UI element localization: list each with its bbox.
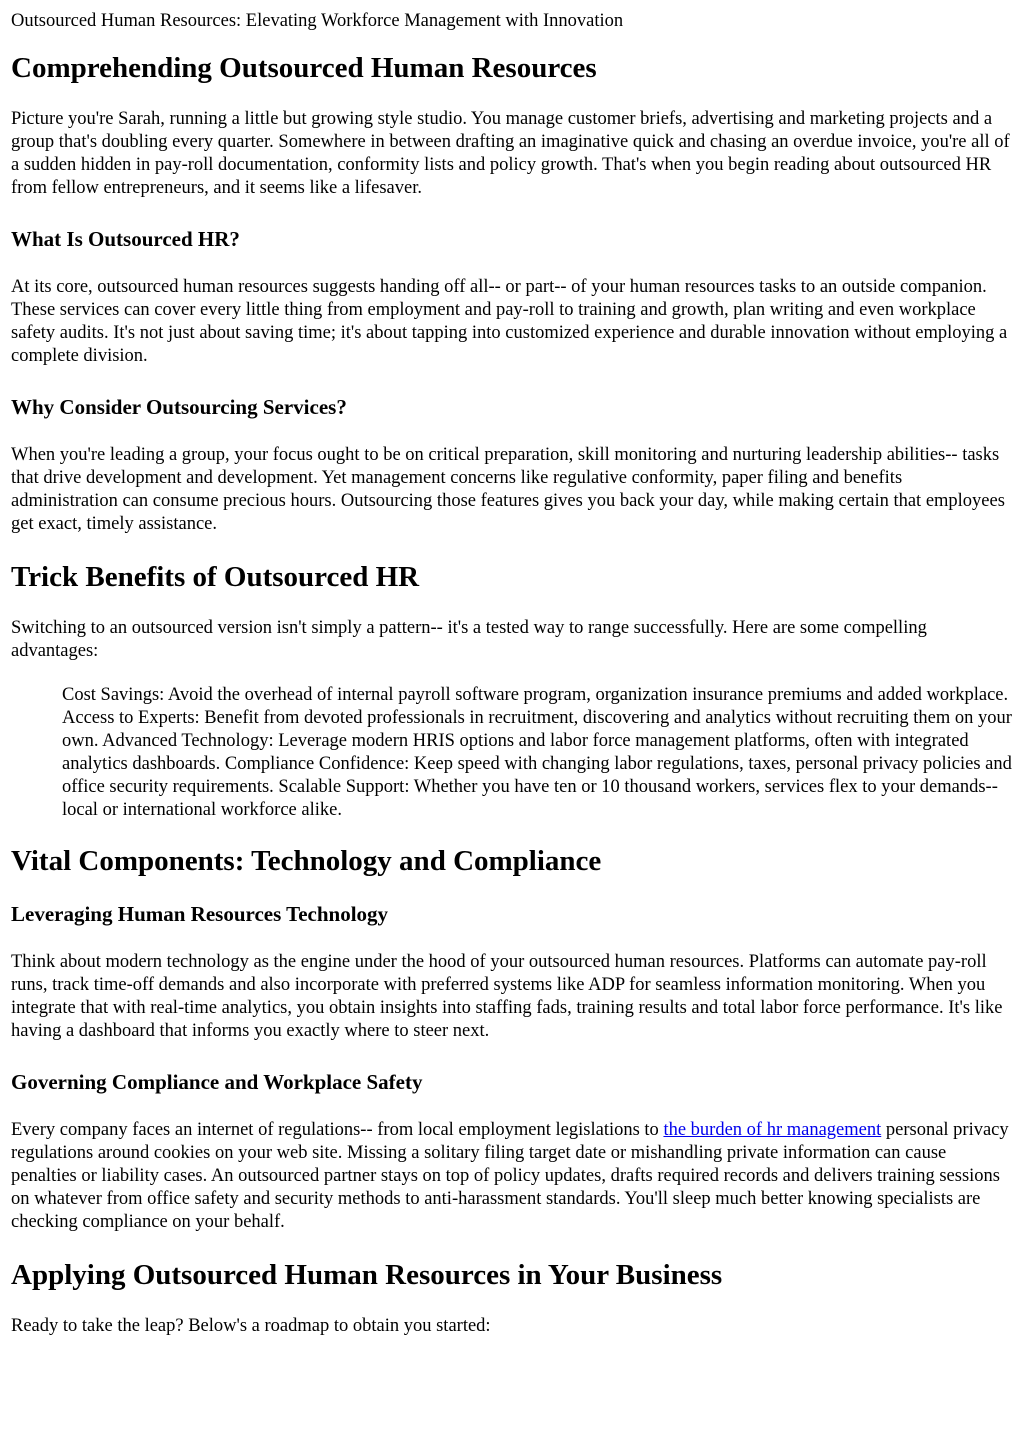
- compliance-text-after-link: personal privacy regulations around cookies on your web site. Missing a solitary filing target date or mishandling private information can cause penalties or liability cases. An outsourced partner stays on top of policy updates, drafts required records and delivers training sessions on whatever from office safety and security methods to anti-harassment standards. You'll sleep much better knowing specialists are checking compliance on your behalf.: [11, 1120, 1009, 1232]
- paragraph-why-consider-outsourcing: When you're leading a group, your focus ought to be on critical preparation, skill monitoring and nurturing leadership abilities-- tasks that drive development and development. Yet management concerns like regulative conformity, paper filing and benefits administration can consume precious hours. Outsourcing those features gives you back your day, while making certain that employees get exact, timely assistance.: [11, 445, 1005, 534]
- paragraph-governing-compliance: [11, 1119, 1013, 1234]
- paragraph-intro: Picture you're Sarah, running a little but growing style studio. You manage customer briefs, advertising and marketing projects and a group that's doubling every quarter. Somewhere in between drafting an imaginative quick and chasing an overdue invoice, you're all of a sudden hidden in pay-roll documentation, conformity lists and policy growth. That's when you begin reading about outsourced HR from fellow entrepreneurs, and it seems like a lifesaver.: [11, 109, 1010, 198]
- section-heading-vital-components: Vital Components: Technology and Compliance: [11, 845, 602, 877]
- subheading-what-is-outsourced-hr: What Is Outsourced HR?: [11, 227, 240, 251]
- paragraph-what-is-outsourced-hr: At its core, outsourced human resources suggests handing off all-- or part-- of your human resources tasks to an outside companion. These services can cover every little thing from employment and pay-roll to training and growth, plan writing and even workplace safety audits. It's not just about saving time; it's about tapping into customized experience and durable innovation without employing a complete division.: [11, 277, 1008, 366]
- paragraph-leveraging-technology: Think about modern technology as the engine under the hood of your outsourced human resources. Platforms can automate pay-roll runs, track time-off demands and also incorporate with preferred systems like ADP for seamless information monitoring. When you integrate that with real-time analytics, you obtain insights into staffing fads, training results and total labor force performance. It's like having a dashboard that informs you exactly where to steer next.: [11, 952, 1003, 1041]
- subheading-leveraging-technology: Leveraging Human Resources Technology: [11, 902, 389, 926]
- benefits-blockquote: Cost Savings: Avoid the overhead of internal payroll software program, organization insurance premiums and added workplace. Access to Experts: Benefit from devoted professionals in recruitment, discovering and analytics without recruiting them on your own. Advanced Technology: Leverage modern HRIS options and labor force management platforms, often with integrated analytics dashboards. Compliance Confidence: Keep speed with changing labor regulations, taxes, personal privacy policies and office security requirements. Scalable Support: Whether you have ten or 10 thousand workers, services flex to your demands-- local or international workforce alike.: [62, 685, 1012, 820]
- paragraph-roadmap-intro: Ready to take the leap? Below's a roadmap to obtain you started:: [11, 1316, 491, 1336]
- section-heading-benefits: Trick Benefits of Outsourced HR: [11, 561, 420, 593]
- subheading-governing-compliance: Governing Compliance and Workplace Safety: [11, 1070, 423, 1094]
- subheading-why-consider-outsourcing: Why Consider Outsourcing Services?: [11, 395, 347, 419]
- paragraph-benefits-intro: Switching to an outsourced version isn't simply a pattern-- it's a tested way to range successfully. Here are some compelling advantages:: [11, 618, 927, 661]
- section-heading-applying: Applying Outsourced Human Resources in Your Business: [11, 1259, 723, 1291]
- compliance-text-before-link: Every company faces an internet of regulations-- from local employment legislations to: [11, 1120, 664, 1140]
- section-heading-comprehending: Comprehending Outsourced Human Resources: [11, 52, 597, 84]
- document-title: Outsourced Human Resources: Elevating Workforce Management with Innovation: [11, 11, 624, 31]
- hr-management-link[interactable]: the burden of hr management: [663, 1120, 882, 1140]
